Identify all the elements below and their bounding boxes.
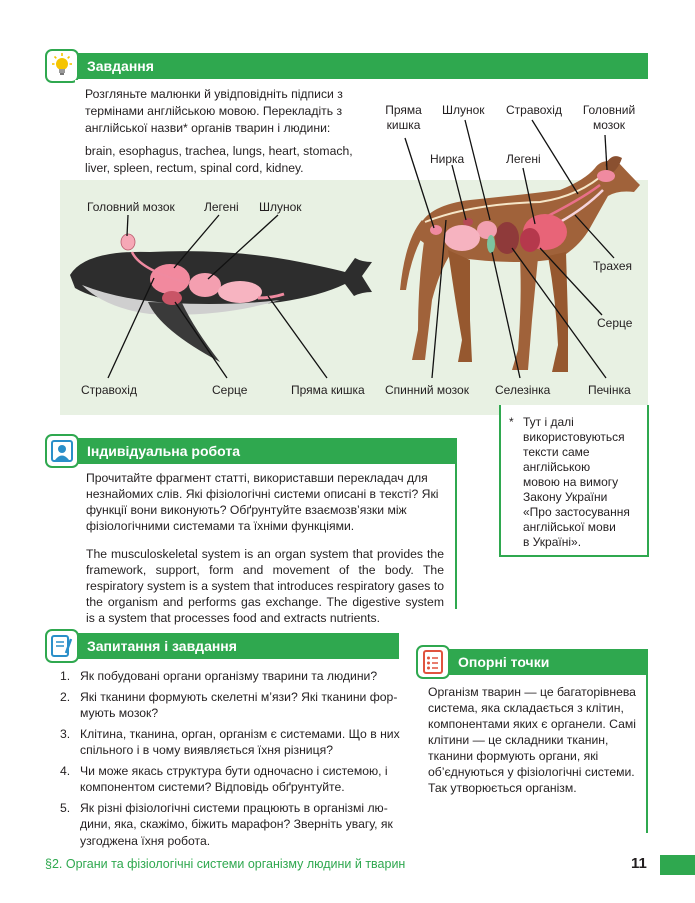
dog-label-heart: Серце — [597, 316, 633, 330]
footnote-line: Закону України — [523, 490, 608, 504]
key-points-header — [418, 649, 648, 675]
whale-label-esophagus: Стравохід — [81, 383, 137, 397]
footnote-line: англійської мови — [523, 520, 616, 534]
dog-label-rectum-line1: Пряма — [385, 103, 422, 117]
whale-label-heart: Серце — [212, 383, 248, 397]
whale-label-lungs: Легені — [204, 200, 239, 214]
question-number: 4. — [60, 763, 71, 778]
individual-work-title: Індивідуальна робота — [87, 443, 241, 459]
dog-hind-leg — [412, 235, 450, 360]
individual-work-border — [455, 462, 457, 609]
dog-label-spleen: Селезінка — [495, 383, 551, 397]
dog-label-trachea: Трахея — [593, 259, 633, 273]
footnote-line: в Україні». — [523, 535, 582, 549]
question-number: 1. — [60, 669, 71, 683]
task-title: Завдання — [87, 58, 154, 74]
individual-article-text: The musculoskeletal system is an organ system that provides the framework, support, form and movement of the body. The respiratory system is a system that introduces respiratory gases to the organism and performs gas exchange. The digestive system is a system that processes food and extracts nutrients. — [86, 547, 444, 625]
checklist-icon — [416, 645, 450, 679]
question-number: 5. — [60, 800, 71, 815]
question-text: Які тканини формують скелетні м’язи? Які тканини формують мозок? — [80, 689, 398, 720]
questions-header — [47, 633, 399, 659]
dog-rectum — [430, 225, 442, 235]
pencil-notes-icon — [45, 629, 79, 663]
footer-section-title: §2. Органи та фізіологічні системи організму людини й тварин — [45, 857, 406, 871]
dog-label-rectum-line2: кишка — [386, 118, 421, 132]
questions-title: Запитання і завдання — [87, 638, 237, 654]
dog-label-brain — [580, 103, 638, 133]
task-instruction: Розгляньте малюнки й увідповідніть підписи з термінами англійською мовою. Перекладіть з англійської назви* органів тварин і людини: — [85, 87, 343, 135]
key-points-title: Опорні точки — [458, 654, 550, 670]
footnote-line: англійською — [523, 460, 591, 474]
footnote-line: використовуються — [523, 430, 625, 444]
dog-intestine — [444, 225, 480, 251]
key-points-text: Організм тварин — це багаторівнева система, яка складається з клітин, компонентами яких є органели. Самі клітини — це складники тканин, тканини формують органи, які об’єднуються у фізіологічні системи. Так утворюється організм. — [428, 685, 636, 795]
question-number: 2. — [60, 689, 71, 704]
dog-label-spinal-cord: Спинний мозок — [385, 383, 469, 397]
dog-label-lungs: Легені — [506, 152, 541, 166]
dog-anatomy-illustration — [0, 0, 695, 420]
page-number-bar — [660, 855, 695, 875]
footnote-line: мовою на вимогу — [523, 475, 619, 489]
question-item — [60, 689, 410, 722]
dog-label-esophagus: Стравохід — [506, 103, 562, 117]
dog-label-brain-line1: Головний — [582, 103, 636, 117]
whale-label-stomach: Шлунок — [259, 200, 302, 214]
question-item — [60, 726, 410, 759]
whale-label-brain: Головний мозок — [87, 200, 175, 214]
question-text: Клітина, тканина, орган, організм є системами. Що в них спільного і в чому виявляється їхня різниця? — [80, 726, 400, 757]
dog-label-brain-line2: мозок — [592, 118, 626, 132]
dog-liver — [495, 222, 519, 254]
question-item — [60, 763, 410, 796]
footnote-asterisk: * — [509, 415, 514, 429]
dog-stomach — [477, 221, 497, 239]
whale-label-rectum: Пряма кишка — [291, 383, 365, 397]
dog-label-liver: Печінка — [588, 383, 631, 397]
key-points-border — [646, 673, 648, 833]
question-number: 3. — [60, 726, 71, 741]
question-item — [60, 668, 410, 685]
question-text: Як різні фізіологічні системи працюють в організмі людини, яка, скажімо, біжить марафон? Зверніть увагу, як узгоджена їхня робота. — [80, 800, 393, 848]
footnote-line: тексти саме — [523, 445, 590, 459]
dog-brain — [597, 170, 615, 182]
page-number: 11 — [631, 855, 647, 872]
individual-work-header — [47, 438, 457, 464]
footnote-box — [499, 405, 649, 557]
dog-kidney — [463, 218, 473, 226]
individual-task-text: Прочитайте фрагмент статті, використавши перекладач для незнайомих слів. Які фізіологічні системи описані в тексті? Які функції вони виконують? Обґрунтуйте взаємозв’язки між фізіологічними системами та їхніми функціями. — [86, 471, 439, 533]
dog-spleen — [487, 235, 495, 253]
footnote-line: Тут і далі — [523, 415, 574, 429]
dog-label-kidney: Нирка — [430, 152, 465, 166]
dog-heart — [520, 228, 540, 252]
task-terms: brain, esophagus, trachea, lungs, heart, stomach, liver, spleen, rectum, spinal cord, kidney. — [85, 144, 353, 175]
footnote-text — [523, 415, 641, 550]
question-text: Як побудовані органи організму тварини та людини? — [80, 669, 378, 683]
dog-front-leg — [512, 258, 538, 370]
person-icon — [45, 434, 79, 468]
dog-hind-leg-2 — [448, 250, 472, 362]
dog-label-rectum — [381, 103, 426, 133]
footnote-line: «Про застосування — [523, 505, 630, 519]
questions-list — [60, 668, 410, 853]
question-item — [60, 800, 410, 850]
question-text: Чи може якась структура бути одночасно і системою, і компонентом системи? Відповідь обґрунтуйте. — [80, 763, 388, 794]
dog-label-stomach: Шлунок — [442, 103, 485, 117]
